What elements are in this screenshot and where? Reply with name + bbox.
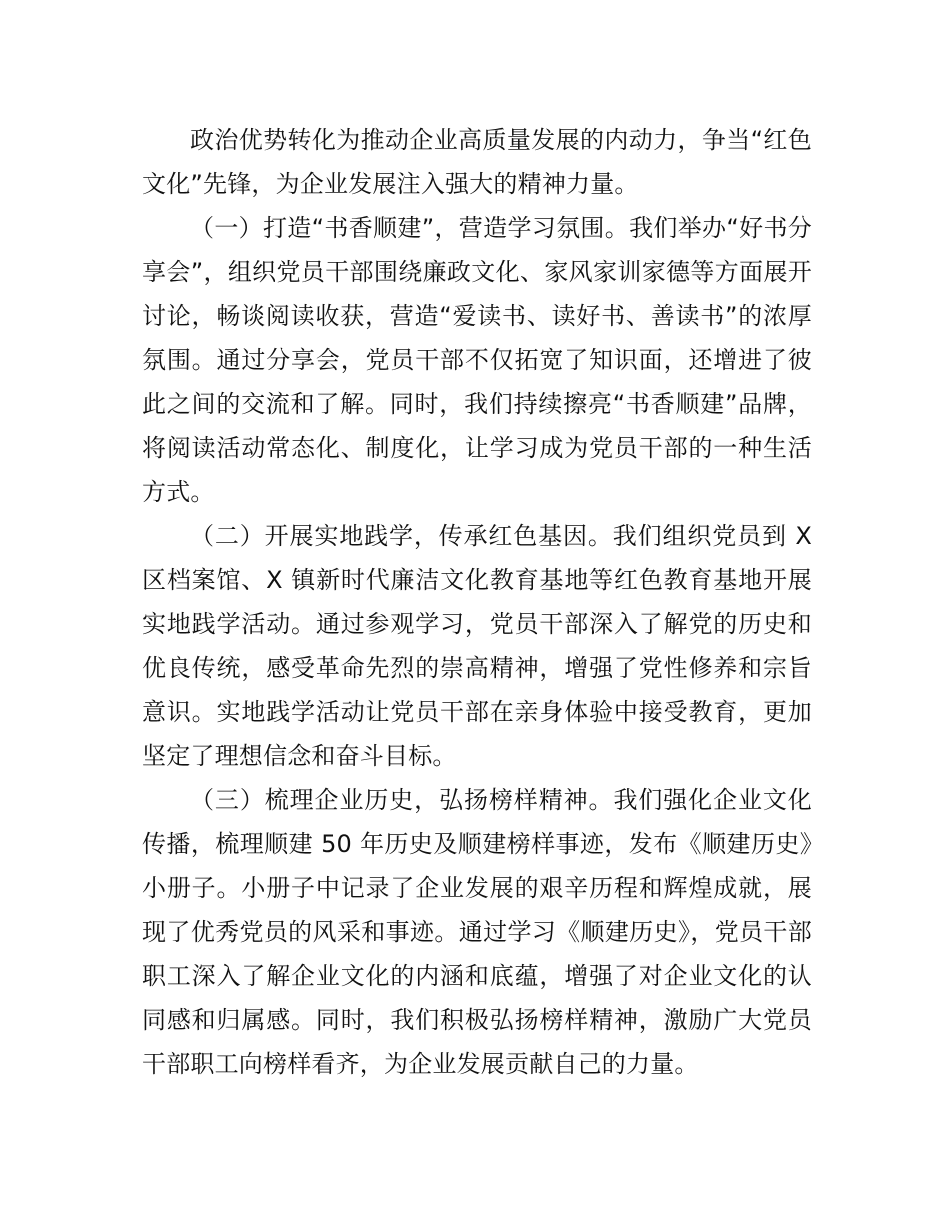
- document-body: [142, 118, 812, 1086]
- paragraph-section-1: （一）打造“书香顺建”，营造学习氛围。我们举办“好书分享会”，组织党员干部围绕廉政文化、家风家训家德等方面展开讨论，畅谈阅读收获，营造“爱读书、读好书、善读书”的浓厚氛围。通过分享会，党员干部不仅拓宽了知识面，还增进了彼此之间的交流和了解。同时，我们持续擦亮“书香顺建”品牌，将阅读活动常态化、制度化，让学习成为党员干部的一种生活方式。: [142, 214, 812, 506]
- paragraph-section-2: （二）开展实地践学，传承红色基因。我们组织党员到 X 区档案馆、X 镇新时代廉洁文化教育基地等红色教育基地开展实地践学活动。通过参观学习，党员干部深入了解党的历史和优良传统，感受革命先烈的崇高精神，增强了党性修养和宗旨意识。实地践学活动让党员干部在亲身体验中接受教育，更加坚定了理想信念和奋斗目标。: [142, 522, 812, 770]
- paragraph-intro: 政治优势转化为推动企业高质量发展的内动力，争当“红色文化”先锋，为企业发展注入强大的精神力量。: [142, 126, 812, 198]
- paragraph-section-3: （三）梳理企业历史，弘扬榜样精神。我们强化企业文化传播，梳理顺建 50 年历史及顺建榜样事迹，发布《顺建历史》小册子。小册子中记录了企业发展的艰辛历程和辉煌成就，展现了优秀党员的风采和事迹。通过学习《顺建历史》，党员干部职工深入了解企业文化的内涵和底蕴，增强了对企业文化的认同感和归属感。同时，我们积极弘扬榜样精神，激励广大党员干部职工向榜样看齐，为企业发展贡献自己的力量。: [142, 786, 812, 1078]
